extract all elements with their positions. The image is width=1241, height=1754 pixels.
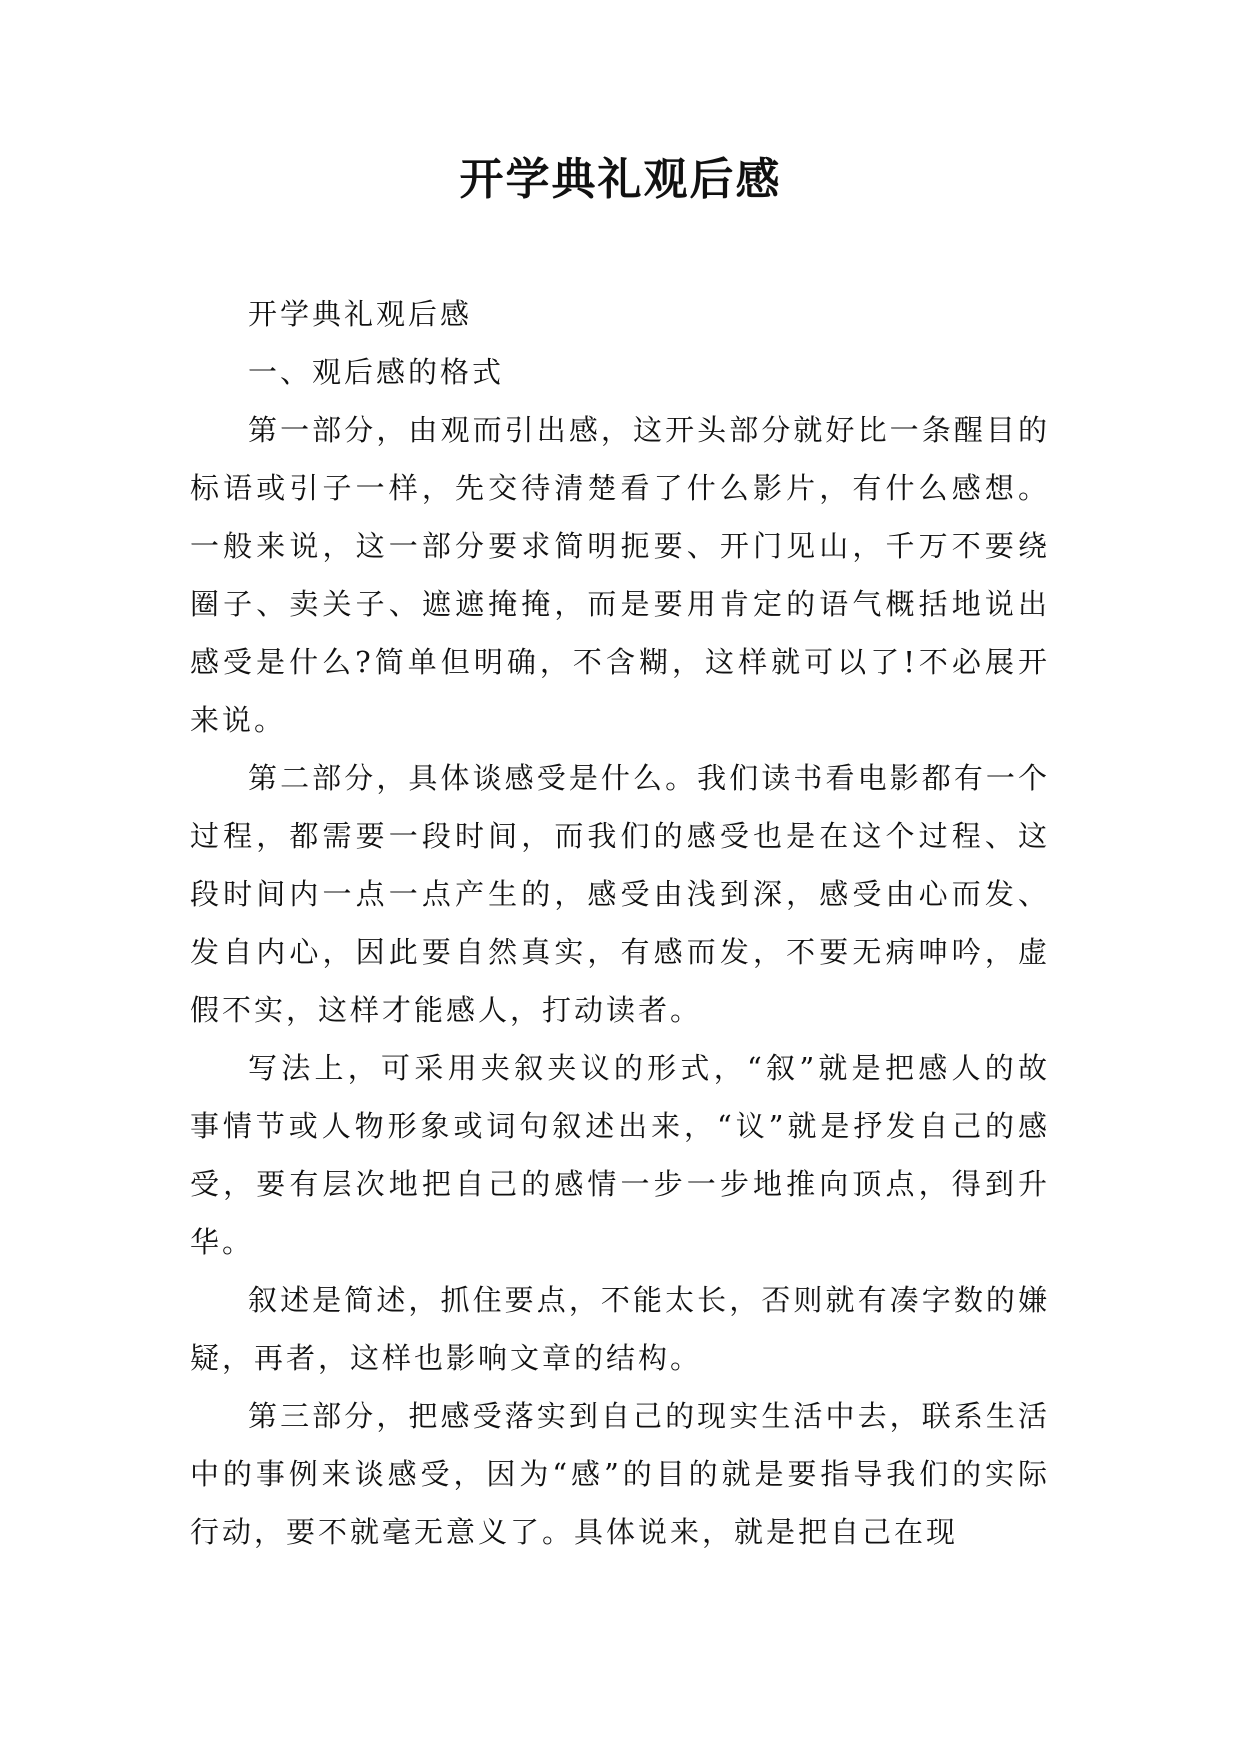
paragraph-section-title: 一、观后感的格式 bbox=[248, 355, 505, 389]
paragraph-heading: 开学典礼观后感 bbox=[248, 297, 473, 331]
document-body bbox=[190, 285, 1050, 1561]
paragraph: 第三部分，把感受落实到自己的现实生活中去，联系生活中的事例来谈感受，因为“感”的目的就是要指导我们的实际行动，要不就毫无意义了。具体说来，就是把自己在现 bbox=[190, 1399, 1050, 1549]
paragraph: 写法上，可采用夹叙夹议的形式，“叙”就是把感人的故事情节或人物形象或词句叙述出来，“议”就是抒发自己的感受，要有层次地把自己的感情一步一步地推向顶点，得到升华。 bbox=[190, 1051, 1050, 1259]
paragraph: 第一部分，由观而引出感，这开头部分就好比一条醒目的标语或引子一样，先交待清楚看了什么影片，有什么感想。一般来说，这一部分要求简明扼要、开门见山，千万不要绕圈子、卖关子、遮遮掩掩，而是要用肯定的语气概括地说出感受是什么?简单但明确，不含糊，这样就可以了!不必展开来说。 bbox=[190, 413, 1050, 737]
paragraph: 叙述是简述，抓住要点，不能太长，否则就有凑字数的嫌疑，再者，这样也影响文章的结构。 bbox=[190, 1283, 1050, 1375]
document-title: 开学典礼观后感 bbox=[459, 154, 782, 205]
paragraph: 第二部分，具体谈感受是什么。我们读书看电影都有一个过程，都需要一段时间，而我们的感受也是在这个过程、这段时间内一点一点产生的，感受由浅到深，感受由心而发、发自内心，因此要自然真实，有感而发，不要无病呻吟，虚假不实，这样才能感人，打动读者。 bbox=[190, 761, 1050, 1027]
